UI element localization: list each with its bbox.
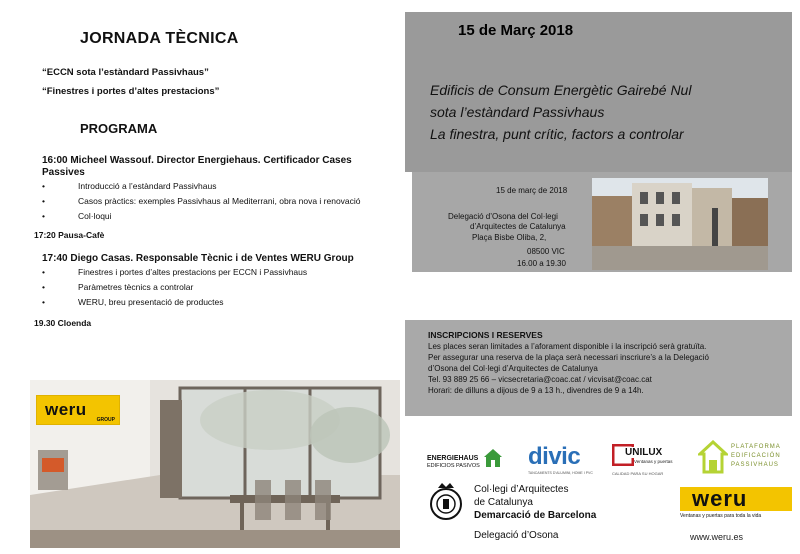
pep-house-icon [698,440,728,474]
registration-heading: INSCRIPCIONS I RESERVES [428,330,543,340]
event-date: 15 de Març 2018 [458,22,574,39]
list-item: • Col·loqui [42,209,361,224]
house-icon [483,448,503,468]
registration-line-2: Per assegurar una reserva de la plaça serà necessari inscriure’s a la Delegació [428,353,709,362]
venue-line-3: Plaça Bisbe Oliba, 2, [472,233,547,242]
theme-line-1: Edificis de Consum Energètic Gairebé Nul [430,82,692,98]
list-item: • Introducció a l’estàndard Passivhaus [42,179,361,194]
venue-date: 15 de març de 2018 [496,186,568,195]
weru-url: www.weru.es [690,532,744,542]
subtitle-finestres: “Finestres i portes d’altes prestacions” [42,86,220,97]
weru-tagline: Ventanas y puertas para toda la vida [680,513,762,519]
coac-seal-icon [428,482,464,522]
talk-1-list [42,179,361,224]
venue-hours: 16.00 a 19.30 [517,259,566,268]
venue-photo [592,178,768,270]
registration-hours: Horari: de dilluns a dijous de 9 a 13 h., divendres de 9 a 14h. [428,386,644,395]
energiehaus-name: ENERGIEHAUS [427,455,479,462]
event-title: JORNADA TÈCNICA [80,30,239,47]
list-item: • Finestres i portes d’altes prestacions per ECCN i Passivhaus [42,265,307,280]
divic-tagline: TANCAMENTS D’ALUMINI, HOME I PVC [528,471,593,475]
coac-line-2: de Catalunya [474,497,533,508]
weru-logo-text: weru [692,486,748,511]
divic-logo [528,443,603,477]
subtitle-eccn: “ECCN sota l’estàndard Passivhaus” [42,67,209,78]
divic-name: divic [528,443,581,470]
coac-line-4: Delegació d’Osona [474,530,559,541]
list-item: • Paràmetres tècnics a controlar [42,280,307,295]
pep-line-2: EDIFICACIÓN [731,453,781,459]
coac-line-3: Demarcació de Barcelona [474,510,597,521]
talk-1-heading: 16:00 Micheel Wassouf. Director Energiehaus. Certificador Cases Passives [42,155,352,178]
unilux-logo [612,444,682,478]
cloenda: 19.30 Cloenda [34,318,92,328]
venue-line-1: Delegació d’Osona del Col·legi [448,212,558,221]
coac-line-1: Col·legi d’Arquitectes [474,484,569,495]
coac-logo [428,482,628,547]
weru-group-logo [36,395,120,425]
list-item: • WERU, breu presentació de productes [42,295,307,310]
venue-illustration [592,178,768,270]
registration-contact: Tel. 93 889 25 66 – vicsecretaria@coac.cat / vicvisat@coac.cat [428,375,652,384]
weru-logo [680,487,792,523]
energiehaus-tagline: EDIFICIOS PASIVOS [427,463,480,469]
pep-line-3: PASSIVHAUS [731,462,779,468]
pausa-cafe: 17:20 Pausa-Cafè [34,230,105,240]
unilux-tagline-2: CALIDAD PARA SU HOGAR [612,471,664,476]
energiehaus-logo [427,448,507,478]
talk-2-heading: 17:40 Diego Casas. Responsable Tècnic i de Ventes WERU Group [42,253,354,264]
theme-line-3: La finestra, punt crític, factors a controlar [430,126,684,142]
pep-line-1: PLATAFORMA [731,444,781,450]
weru-badge-group: GROUP [96,417,115,423]
venue-line-2: d’Arquitectes de Catalunya [470,222,566,231]
pep-logo [698,440,793,476]
registration-line-3: d’Osona del Col·legi d’Arquitectes de Catalunya [428,364,598,373]
list-item: • Casos pràctics: exemples Passivhaus al Mediterrani, obra nova i renovació [42,194,361,209]
registration-line-1: Les places seran limitades a l’aforament disponible i la inscripció serà gratuïta. [428,342,707,351]
weru-badge-text: weru [45,400,87,419]
venue-line-4: 08500 VIC [527,247,565,256]
talk-2-list [42,265,307,310]
unilux-name: UNILUX [625,447,663,458]
unilux-tagline-1: Ventanas y puertas [634,459,673,464]
programa-heading: PROGRAMA [80,121,158,136]
theme-line-2: sota l’estàndard Passivhaus [430,104,605,120]
